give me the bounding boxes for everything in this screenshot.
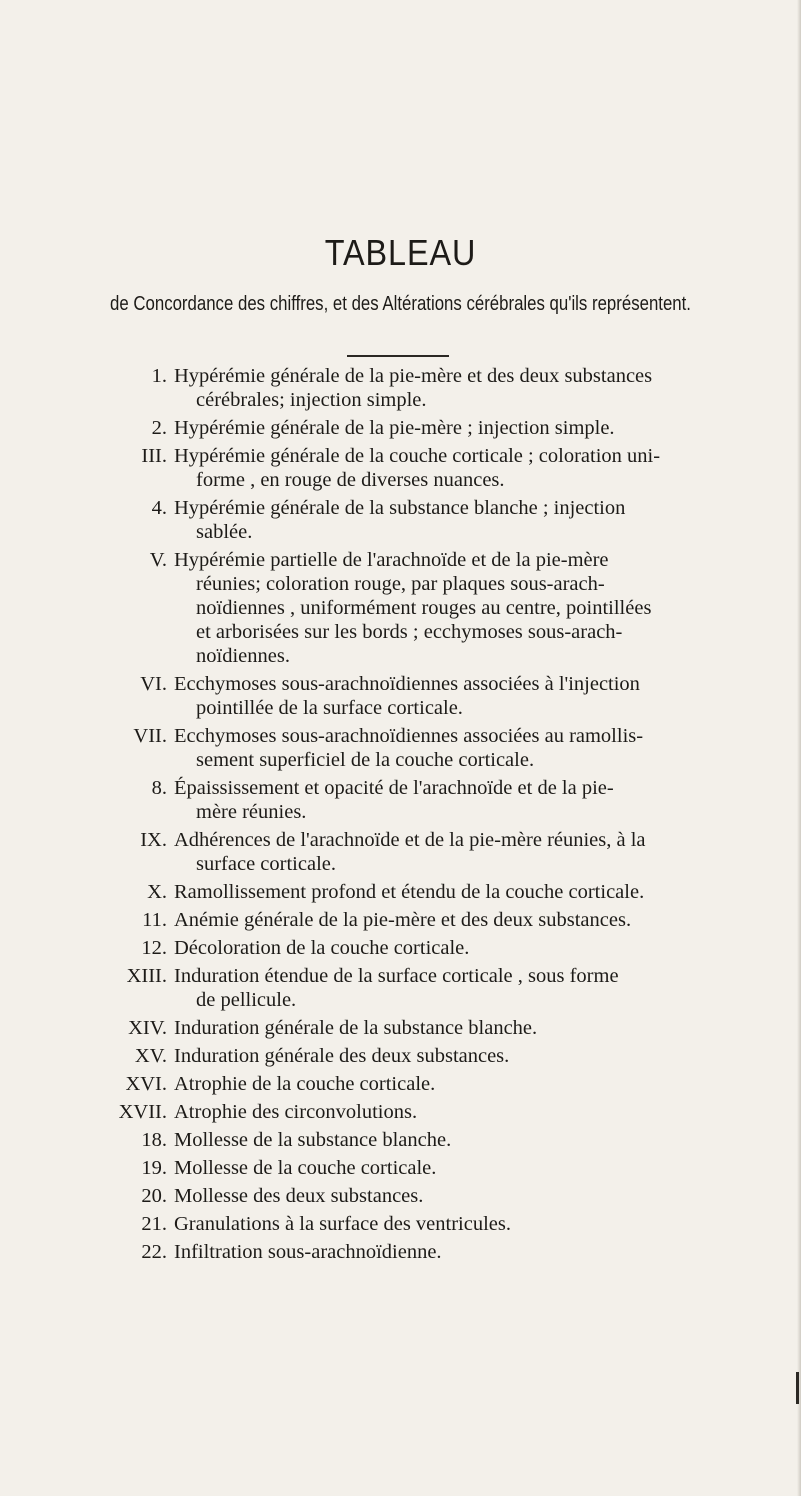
entry-number: X. (147, 881, 167, 903)
entry-text: Mollesse des deux substances. (174, 1185, 424, 1207)
entry-text: Anémie générale de la pie-mère et des deux substances. (174, 909, 632, 931)
entry-text: Hypérémie générale de la pie-mère et des deux substances (174, 365, 653, 387)
list-item (0, 416, 801, 440)
entry-number: 2. (151, 417, 167, 439)
page-subtitle: de Concordance des chiffres, et des Altérations cérébrales qu'ils représentent. (110, 293, 691, 315)
entry-text: Hypérémie générale de la pie-mère ; injection simple. (174, 417, 615, 439)
list-item (0, 1184, 801, 1208)
entry-number: 20. (141, 1185, 167, 1207)
entry-number: 12. (141, 937, 167, 959)
list-item (0, 364, 801, 412)
entry-text: Granulations à la surface des ventricules. (174, 1213, 511, 1235)
entry-text: Atrophie de la couche corticale. (174, 1073, 436, 1095)
list-item (0, 828, 801, 876)
list-item (0, 880, 801, 904)
entry-text-continuation: mère réunies. (196, 801, 307, 823)
entry-number: VII. (133, 725, 167, 747)
entry-text: Mollesse de la couche corticale. (174, 1157, 437, 1179)
entry-number: 22. (141, 1241, 167, 1263)
entry-text: Ramollissement profond et étendu de la couche corticale. (174, 881, 645, 903)
entry-number: III. (141, 445, 167, 467)
list-item (0, 776, 801, 824)
entry-text: Induration générale des deux substances. (174, 1045, 510, 1067)
entry-number: IX. (140, 829, 167, 851)
entry-number: 4. (151, 497, 167, 519)
entry-text-continuation: réunies; coloration rouge, par plaques sous-arach- (196, 573, 605, 595)
list-item (0, 444, 801, 492)
list-item (0, 1016, 801, 1040)
entry-text-continuation: surface corticale. (196, 853, 336, 875)
entry-text-continuation: noïdiennes. (196, 645, 290, 667)
list-item (0, 936, 801, 960)
entry-number: VI. (140, 673, 167, 695)
entry-text-continuation: sablée. (196, 521, 253, 543)
entry-text: Induration générale de la substance blanche. (174, 1017, 538, 1039)
entry-text: Ecchymoses sous-arachnoïdiennes associées à l'injection (174, 673, 640, 695)
entry-number: XVI. (125, 1073, 167, 1095)
entry-text-continuation: forme , en rouge de diverses nuances. (196, 469, 505, 491)
entry-number: 8. (151, 777, 167, 799)
entry-text: Ecchymoses sous-arachnoïdiennes associées au ramollis- (174, 725, 644, 747)
entry-text-continuation: cérébrales; injection simple. (196, 389, 427, 411)
entry-text: Infiltration sous-arachnoïdienne. (174, 1241, 442, 1263)
entry-text-continuation: de pellicule. (196, 989, 297, 1011)
entry-number: 18. (141, 1129, 167, 1151)
list-item (0, 724, 801, 772)
list-item (0, 672, 801, 720)
entry-text: Décoloration de la couche corticale. (174, 937, 470, 959)
entry-number: 1. (151, 365, 167, 387)
entry-number: 21. (141, 1213, 167, 1235)
list-item (0, 1240, 801, 1264)
entry-text: Hypérémie générale de la couche corticale ; coloration uni- (174, 445, 661, 467)
entry-text: Adhérences de l'arachnoïde et de la pie-mère réunies, à la (174, 829, 646, 851)
entry-text-continuation: et arborisées sur les bords ; ecchymoses sous-arach- (196, 621, 623, 643)
page-edge-mark (796, 1372, 799, 1404)
list-item (0, 1100, 801, 1124)
list-item (0, 964, 801, 1012)
entry-number: 19. (141, 1157, 167, 1179)
list-item (0, 548, 801, 668)
list-item (0, 1212, 801, 1236)
page-title: TABLEAU (324, 232, 477, 273)
entry-number: XIII. (126, 965, 167, 987)
entry-text: Hypérémie partielle de l'arachnoïde et de la pie-mère (174, 549, 609, 571)
entry-text: Épaississement et opacité de l'arachnoïde et de la pie- (174, 777, 614, 799)
concordance-list (0, 364, 801, 1268)
entry-text-continuation: noïdiennes , uniformément rouges au centre, pointillées (196, 597, 652, 619)
page-edge (797, 0, 801, 1496)
entry-text: Atrophie des circonvolutions. (174, 1101, 418, 1123)
list-item (0, 1072, 801, 1096)
entry-text: Mollesse de la substance blanche. (174, 1129, 452, 1151)
list-item (0, 496, 801, 544)
title-divider (347, 355, 449, 357)
entry-text: Hypérémie générale de la substance blanche ; injection (174, 497, 626, 519)
list-item (0, 1156, 801, 1180)
entry-number: 11. (142, 909, 167, 931)
list-item (0, 908, 801, 932)
list-item (0, 1128, 801, 1152)
entry-text-continuation: pointillée de la surface corticale. (196, 697, 463, 719)
entry-number: XIV. (128, 1017, 167, 1039)
entry-text: Induration étendue de la surface corticale , sous forme (174, 965, 619, 987)
entry-number: XV. (134, 1045, 167, 1067)
list-item (0, 1044, 801, 1068)
entry-number: V. (149, 549, 167, 571)
entry-text-continuation: sement superficiel de la couche corticale. (196, 749, 535, 771)
entry-number: XVII. (118, 1101, 167, 1123)
